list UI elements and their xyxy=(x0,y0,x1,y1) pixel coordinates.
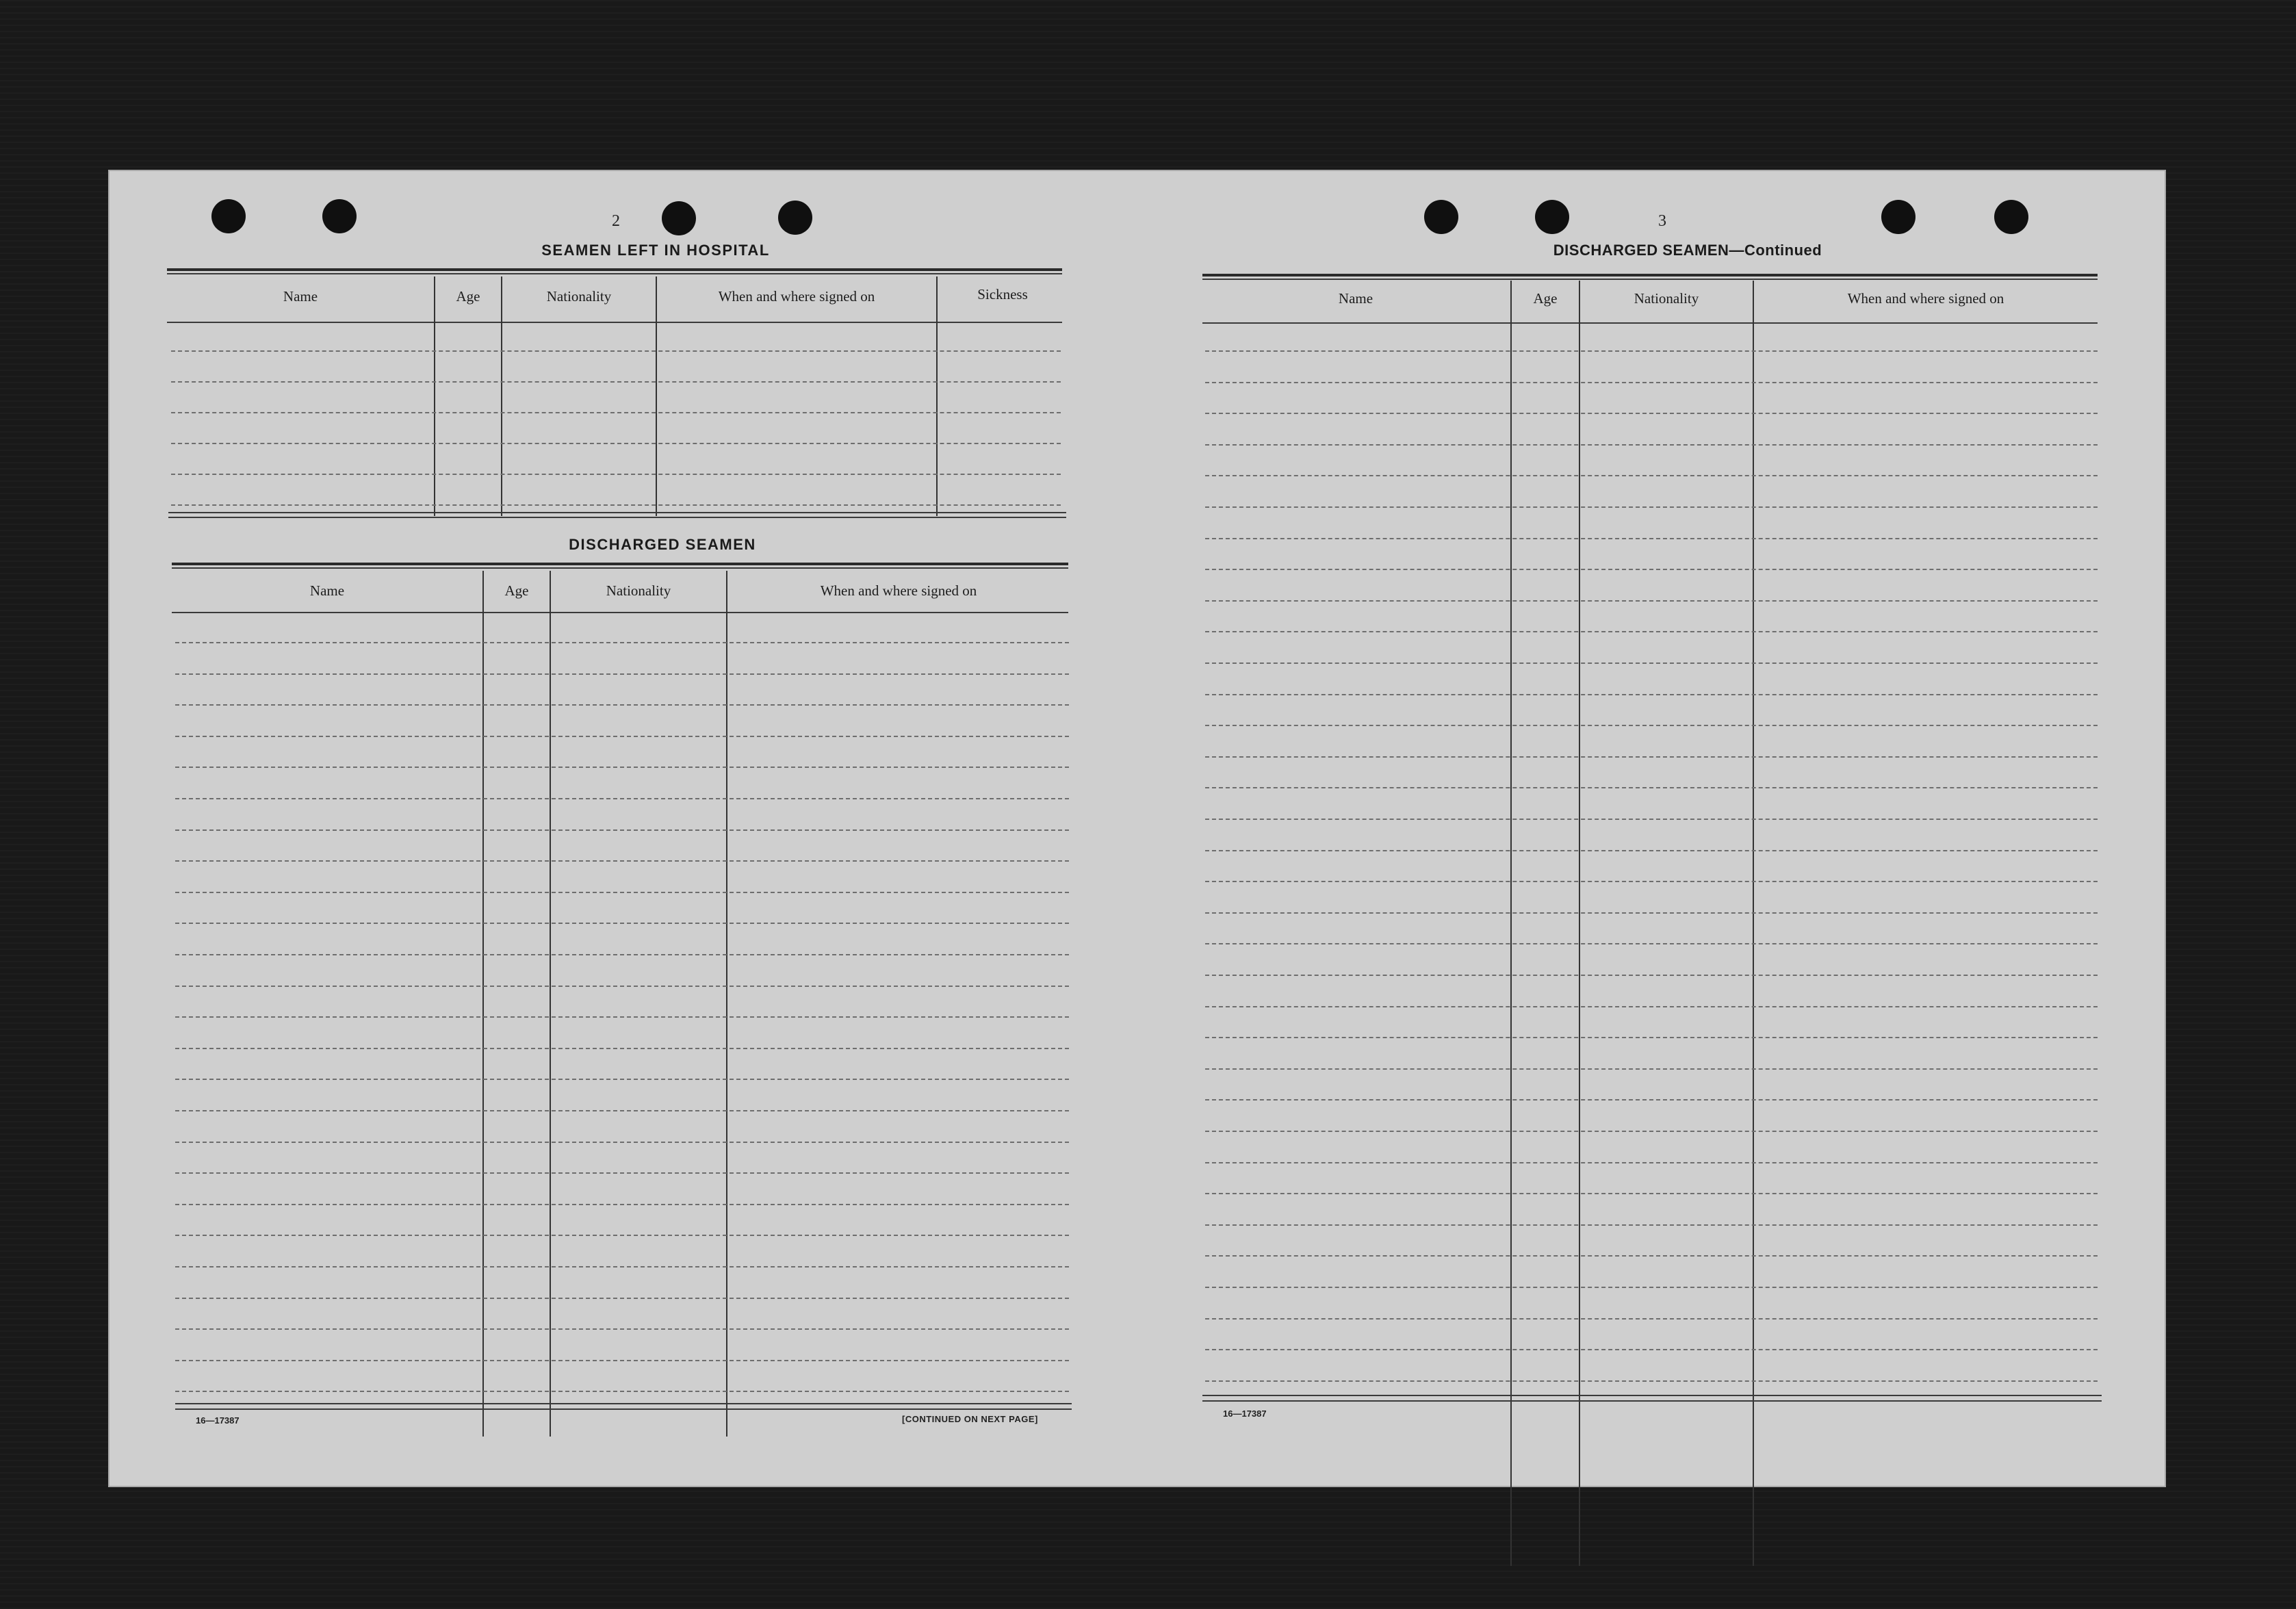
hospital-divider xyxy=(501,276,502,516)
entry-line xyxy=(1205,756,2098,758)
discharged-continued-suffix: —Continued xyxy=(1729,242,1822,259)
entry-line xyxy=(175,1048,1069,1049)
entry-line xyxy=(175,642,1069,643)
entry-line xyxy=(175,1016,1069,1018)
entry-line xyxy=(1205,819,2098,820)
discharged-top-rule xyxy=(172,563,1068,565)
hospital-entry-line xyxy=(171,474,1061,475)
discharged-col-age: Age xyxy=(504,582,529,599)
hospital-section-title: SEAMEN LEFT IN HOSPITAL xyxy=(541,242,770,259)
page-number: 2 xyxy=(612,212,620,230)
continued-top-rule-inner xyxy=(1202,279,2098,280)
discharged-section-title: DISCHARGED SEAMEN xyxy=(569,536,756,553)
discharged-continued-title-main: DISCHARGED SEAMEN xyxy=(1553,242,1729,259)
hospital-entry-line xyxy=(171,381,1061,383)
hospital-col-sickness: Sickness xyxy=(977,286,1028,303)
entry-line xyxy=(175,736,1069,737)
entry-line xyxy=(1205,787,2098,788)
entry-line xyxy=(1205,444,2098,446)
entry-line xyxy=(1205,850,2098,851)
form-spread xyxy=(108,170,2166,1487)
discharged-divider xyxy=(482,571,484,1437)
discharged-bottom-rule xyxy=(175,1408,1072,1410)
discharged-bottom-rule xyxy=(175,1403,1072,1404)
form-number: 16—17387 xyxy=(196,1415,240,1426)
entry-line xyxy=(1205,1224,2098,1226)
entry-line xyxy=(1205,943,2098,944)
page-number: 3 xyxy=(1658,212,1666,230)
entry-line xyxy=(175,1172,1069,1174)
left-page xyxy=(108,170,1137,1487)
entry-line xyxy=(1205,975,2098,976)
entry-line xyxy=(1205,506,2098,508)
entry-line xyxy=(175,1360,1069,1361)
entry-line xyxy=(1205,413,2098,414)
punch-hole xyxy=(1881,200,1916,234)
continued-note: [CONTINUED ON NEXT PAGE] xyxy=(902,1414,1038,1424)
entry-line xyxy=(175,673,1069,675)
entry-line xyxy=(1205,1380,2098,1382)
discharged-continued-title xyxy=(1493,242,1883,259)
hospital-bottom-rule xyxy=(168,512,1066,513)
discharged-col-name: Name xyxy=(309,582,345,599)
entry-line xyxy=(1205,1193,2098,1194)
entry-line xyxy=(175,892,1069,893)
continued-divider xyxy=(1753,281,1754,1566)
entry-line xyxy=(1205,569,2098,570)
continued-bottom-rule xyxy=(1202,1400,2102,1402)
entry-line xyxy=(175,1204,1069,1205)
hospital-bottom-rule xyxy=(168,517,1066,518)
discharged-col-signed-on: When and where signed on xyxy=(820,582,977,599)
continued-divider xyxy=(1579,281,1580,1566)
entry-line xyxy=(175,860,1069,862)
hospital-top-rule-inner xyxy=(167,273,1062,274)
entry-line xyxy=(1205,1006,2098,1007)
discharged-top-rule-inner xyxy=(172,567,1068,569)
entry-line xyxy=(1205,912,2098,914)
punch-hole xyxy=(778,201,812,235)
hospital-divider xyxy=(434,276,435,516)
continued-col-name: Name xyxy=(1338,290,1373,307)
continued-col-nationality: Nationality xyxy=(1634,290,1699,307)
continued-col-signed-on: When and where signed on xyxy=(1847,290,2004,307)
entry-line xyxy=(175,1142,1069,1143)
entry-line xyxy=(175,704,1069,706)
entry-line xyxy=(1205,475,2098,476)
hospital-entry-line xyxy=(171,350,1061,352)
entry-line xyxy=(175,1298,1069,1299)
discharged-header-rule xyxy=(172,612,1068,613)
entry-line xyxy=(175,1266,1069,1267)
entry-line xyxy=(1205,881,2098,882)
continued-header-rule xyxy=(1202,322,2098,324)
entry-line xyxy=(1205,600,2098,602)
punch-hole xyxy=(322,199,357,233)
form-number: 16—17387 xyxy=(1223,1408,1267,1419)
hospital-col-nationality: Nationality xyxy=(546,288,612,305)
hospital-divider xyxy=(936,276,938,516)
entry-line xyxy=(175,767,1069,768)
entry-line xyxy=(1205,1255,2098,1257)
entry-line xyxy=(175,986,1069,987)
hospital-entry-line xyxy=(171,504,1061,506)
entry-line xyxy=(1205,538,2098,539)
right-page xyxy=(1137,170,2166,1487)
punch-hole xyxy=(662,201,696,235)
entry-line xyxy=(1205,1318,2098,1320)
hospital-entry-line xyxy=(171,412,1061,413)
entry-line xyxy=(1205,1162,2098,1163)
entry-line xyxy=(175,1079,1069,1080)
entry-line xyxy=(1205,725,2098,726)
entry-line xyxy=(1205,1131,2098,1132)
entry-line xyxy=(175,1391,1069,1392)
entry-line xyxy=(175,798,1069,799)
entry-line xyxy=(1205,382,2098,383)
entry-line xyxy=(1205,350,2098,352)
punch-hole xyxy=(211,199,246,233)
continued-divider xyxy=(1510,281,1512,1566)
hospital-entry-line xyxy=(171,443,1061,444)
entry-line xyxy=(1205,1037,2098,1038)
discharged-col-nationality: Nationality xyxy=(606,582,671,599)
entry-line xyxy=(1205,662,2098,664)
entry-line xyxy=(175,1328,1069,1330)
punch-hole xyxy=(1994,200,2028,234)
entry-line xyxy=(1205,694,2098,695)
hospital-col-name: Name xyxy=(283,288,318,305)
continued-top-rule xyxy=(1202,274,2098,276)
hospital-header-rule xyxy=(167,322,1062,323)
entry-line xyxy=(175,954,1069,955)
entry-line xyxy=(175,1110,1069,1111)
punch-hole xyxy=(1424,200,1458,234)
continued-bottom-rule xyxy=(1202,1395,2102,1396)
entry-line xyxy=(175,829,1069,831)
hospital-col-signed-on: When and where signed on xyxy=(718,288,875,305)
entry-line xyxy=(1205,1068,2098,1070)
entry-line xyxy=(175,1235,1069,1236)
entry-line xyxy=(1205,1099,2098,1100)
discharged-divider xyxy=(550,571,551,1437)
continued-col-age: Age xyxy=(1533,290,1558,307)
hospital-top-rule xyxy=(167,268,1062,271)
entry-line xyxy=(1205,1287,2098,1288)
entry-line xyxy=(175,923,1069,924)
hospital-col-age: Age xyxy=(456,288,480,305)
entry-line xyxy=(1205,1349,2098,1350)
hospital-divider xyxy=(656,276,657,516)
entry-line xyxy=(1205,631,2098,632)
discharged-divider xyxy=(726,571,727,1437)
punch-hole xyxy=(1535,200,1569,234)
